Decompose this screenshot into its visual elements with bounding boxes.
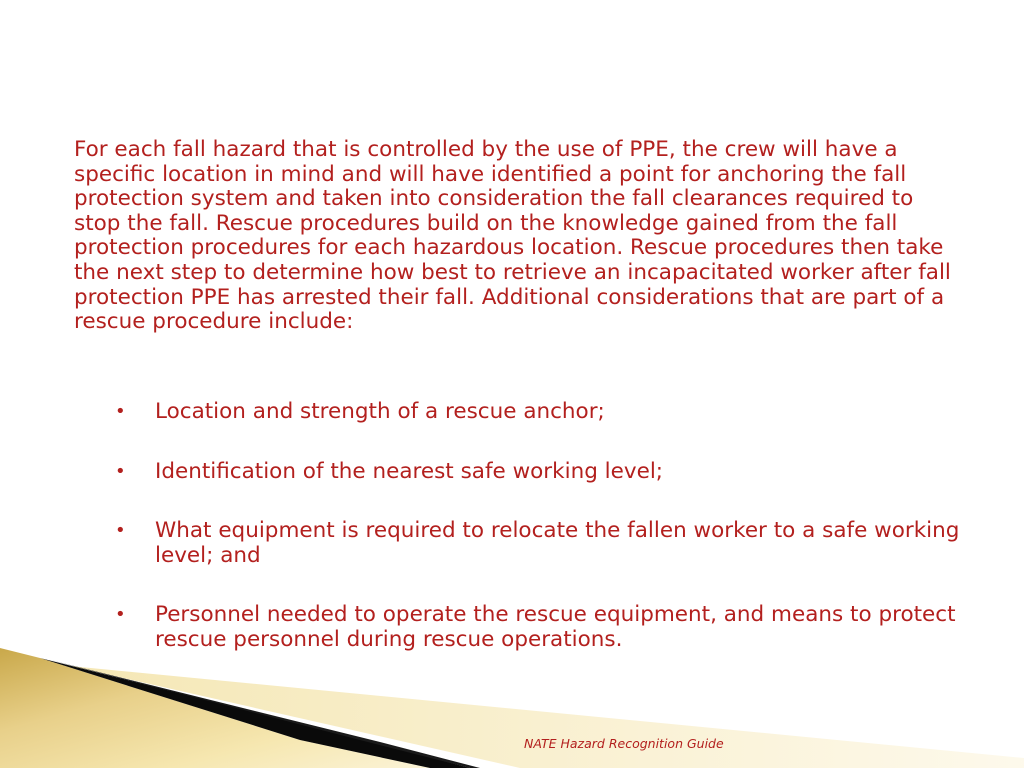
bullet-text: Location and strength of a rescue anchor; — [155, 399, 605, 424]
list-item — [112, 460, 962, 485]
list-item — [112, 400, 962, 425]
body-paragraph: For each fall hazard that is controlled by the use of PPE, the crew will have a specific location in mind and will have identified a point for anchoring the fall protection system and taken into consideration the fall clearances required to stop the fall. Rescue procedures build on the knowledge gained from the fall protection procedures for each hazardous location. Rescue procedures then take the next step to determine how best to retrieve an incapacitated worker after fall protection PPE has arrested their fall. Additional considerations that are part of a rescue procedure include: — [74, 137, 951, 335]
bullet-text: Personnel needed to operate the rescue equipment, and means to protect rescue personnel during rescue operations. — [155, 602, 956, 652]
bullet-text: Identification of the nearest safe working level; — [155, 458, 664, 484]
bullet-icon: • — [115, 520, 126, 542]
bullet-icon: • — [115, 460, 126, 482]
bullet-icon: • — [115, 401, 126, 422]
bullet-text: What equipment is required to relocate the fallen worker to a safe working level; and — [155, 518, 960, 568]
list-item — [112, 519, 962, 568]
footer-text: NATE Hazard Recognition Guide — [524, 736, 724, 751]
decorative-corner-swoosh — [0, 640, 1024, 768]
bullet-icon: • — [115, 604, 126, 626]
